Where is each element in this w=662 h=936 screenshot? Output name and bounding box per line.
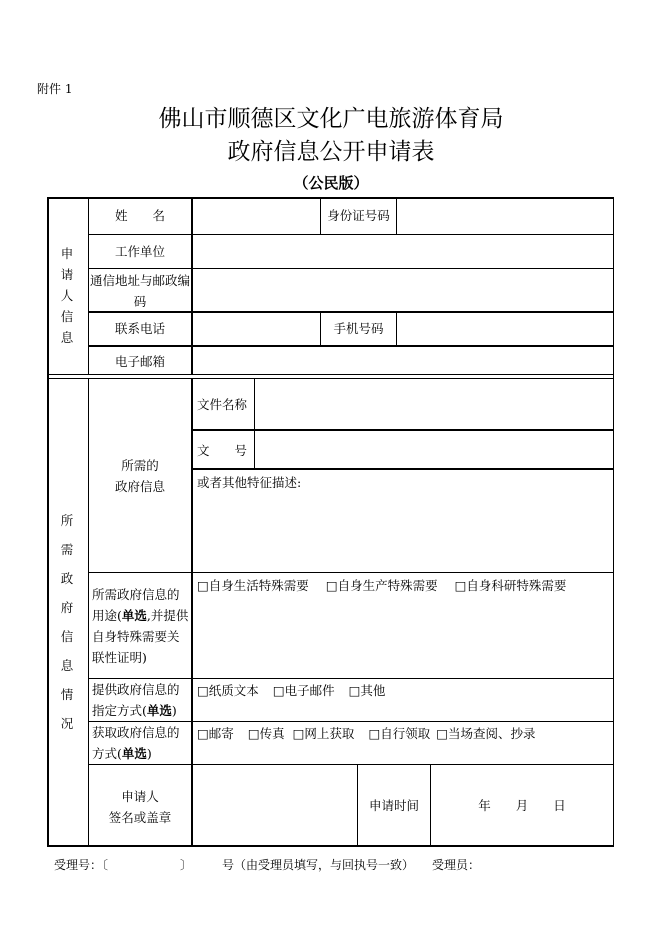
obtain-method-label: [92, 722, 190, 764]
doc-name-field[interactable]: [256, 380, 613, 428]
obtain-label-pre: 获取政府信息的方式(: [92, 725, 180, 761]
purpose-options: [197, 575, 611, 596]
doc-number-field[interactable]: [256, 432, 613, 467]
heading-char: 况: [60, 716, 74, 731]
doc-number-label: 文 号: [197, 443, 248, 458]
provide-option-paper[interactable]: □纸质文本: [197, 683, 259, 698]
divider: [88, 572, 613, 573]
heading-char: 请: [60, 267, 74, 282]
obtain-option-onsite[interactable]: □当场查阅、抄录: [436, 726, 536, 741]
table-border-left: [47, 197, 49, 847]
phone-label: 联系电话: [114, 321, 165, 336]
work-unit-label: 工作单位: [114, 244, 165, 259]
heading-char: 息: [60, 330, 74, 345]
obtain-label-post: ): [146, 746, 152, 761]
heading-char: 申: [60, 246, 74, 261]
mobile-label: 手机号码: [333, 321, 384, 336]
provide-label-bold: 单选: [146, 703, 172, 718]
other-description-label: 或者其他特征描述:: [197, 475, 302, 490]
heading-char: 所: [60, 513, 74, 528]
purpose-label-bold: 单选: [121, 608, 147, 623]
signature-label-line1: 申请人: [121, 789, 159, 804]
other-description-field[interactable]: [193, 492, 613, 571]
purpose-label: [92, 584, 190, 668]
signature-label: [89, 786, 191, 828]
provide-option-email[interactable]: □电子邮件: [272, 683, 335, 698]
page-subtitle: 政府信息公开申请表: [227, 139, 435, 165]
obtain-option-self-pickup[interactable]: □自行领取: [368, 726, 431, 741]
address-label: 通信地址与邮政编码: [90, 273, 191, 309]
phone-field[interactable]: [193, 313, 320, 345]
acceptance-number-line: 受理号：〔 〕 号（由受理员填写，与回执号一致） 受理员：: [54, 858, 481, 872]
purpose-label-post: ,并提供自身特殊需要关联性证明): [92, 608, 189, 665]
obtain-options: [197, 723, 611, 744]
info-section-heading: [57, 506, 77, 738]
obtain-option-mail[interactable]: □邮寄: [197, 726, 234, 741]
name-label: 姓 名: [114, 208, 165, 223]
divider: [88, 378, 89, 846]
needed-info-label-line1: 所需的: [121, 458, 159, 473]
provide-method-label: [92, 679, 190, 721]
heading-char: 人: [60, 288, 74, 303]
heading-char: 信: [60, 629, 74, 644]
id-number-label: 身份证号码: [327, 208, 390, 223]
divider: [193, 468, 613, 470]
signature-label-line2: 签名或盖章: [108, 810, 172, 825]
divider: [88, 764, 613, 765]
needed-info-label-line2: 政府信息: [114, 479, 165, 494]
attachment-label: 附件 1: [37, 82, 73, 96]
apply-time-label: 申请时间: [368, 798, 419, 813]
address-field[interactable]: [193, 269, 613, 311]
provide-label-pre: 提供政府信息的指定方式(: [92, 682, 180, 718]
provide-option-other[interactable]: □其他: [348, 683, 386, 698]
purpose-option-production[interactable]: □自身生产特殊需要: [325, 578, 438, 593]
heading-char: 情: [60, 687, 74, 702]
divider: [193, 429, 613, 431]
obtain-label-bold: 单选: [121, 746, 147, 761]
purpose-option-life[interactable]: □自身生活特殊需要: [197, 578, 309, 593]
work-unit-field[interactable]: [193, 235, 613, 268]
provide-options: [197, 680, 611, 701]
table-border-top: [47, 197, 614, 199]
needed-info-label: [89, 455, 191, 497]
doc-name-label: 文件名称: [197, 397, 248, 412]
heading-char: 息: [60, 658, 74, 673]
obtain-option-online[interactable]: □网上获取: [292, 726, 355, 741]
table-border-bottom: [47, 845, 614, 847]
purpose-label-pre: 所需政府信息的用途(: [92, 587, 180, 623]
signature-field[interactable]: [193, 766, 357, 845]
email-field[interactable]: [193, 347, 613, 374]
provide-label-post: ): [171, 703, 177, 718]
applicant-section-heading: [57, 243, 77, 348]
table-border-right: [613, 197, 614, 847]
heading-char: 信: [60, 309, 74, 324]
edition-label: （公民版）: [293, 174, 369, 192]
divider: [254, 378, 255, 469]
heading-char: 政: [60, 571, 74, 586]
heading-char: 府: [60, 600, 74, 615]
heading-char: 需: [60, 542, 74, 557]
section-separator: [47, 374, 614, 379]
apply-date-field[interactable]: 年 月 日: [478, 798, 566, 813]
name-field[interactable]: [193, 200, 320, 234]
id-number-field[interactable]: [397, 200, 613, 234]
purpose-option-research[interactable]: □自身科研特殊需要: [454, 578, 567, 593]
obtain-option-fax[interactable]: □传真: [247, 726, 285, 741]
page-title: 佛山市顺德区文化广电旅游体育局: [158, 106, 504, 132]
mobile-field[interactable]: [397, 313, 613, 345]
email-label: 电子邮箱: [114, 354, 165, 369]
